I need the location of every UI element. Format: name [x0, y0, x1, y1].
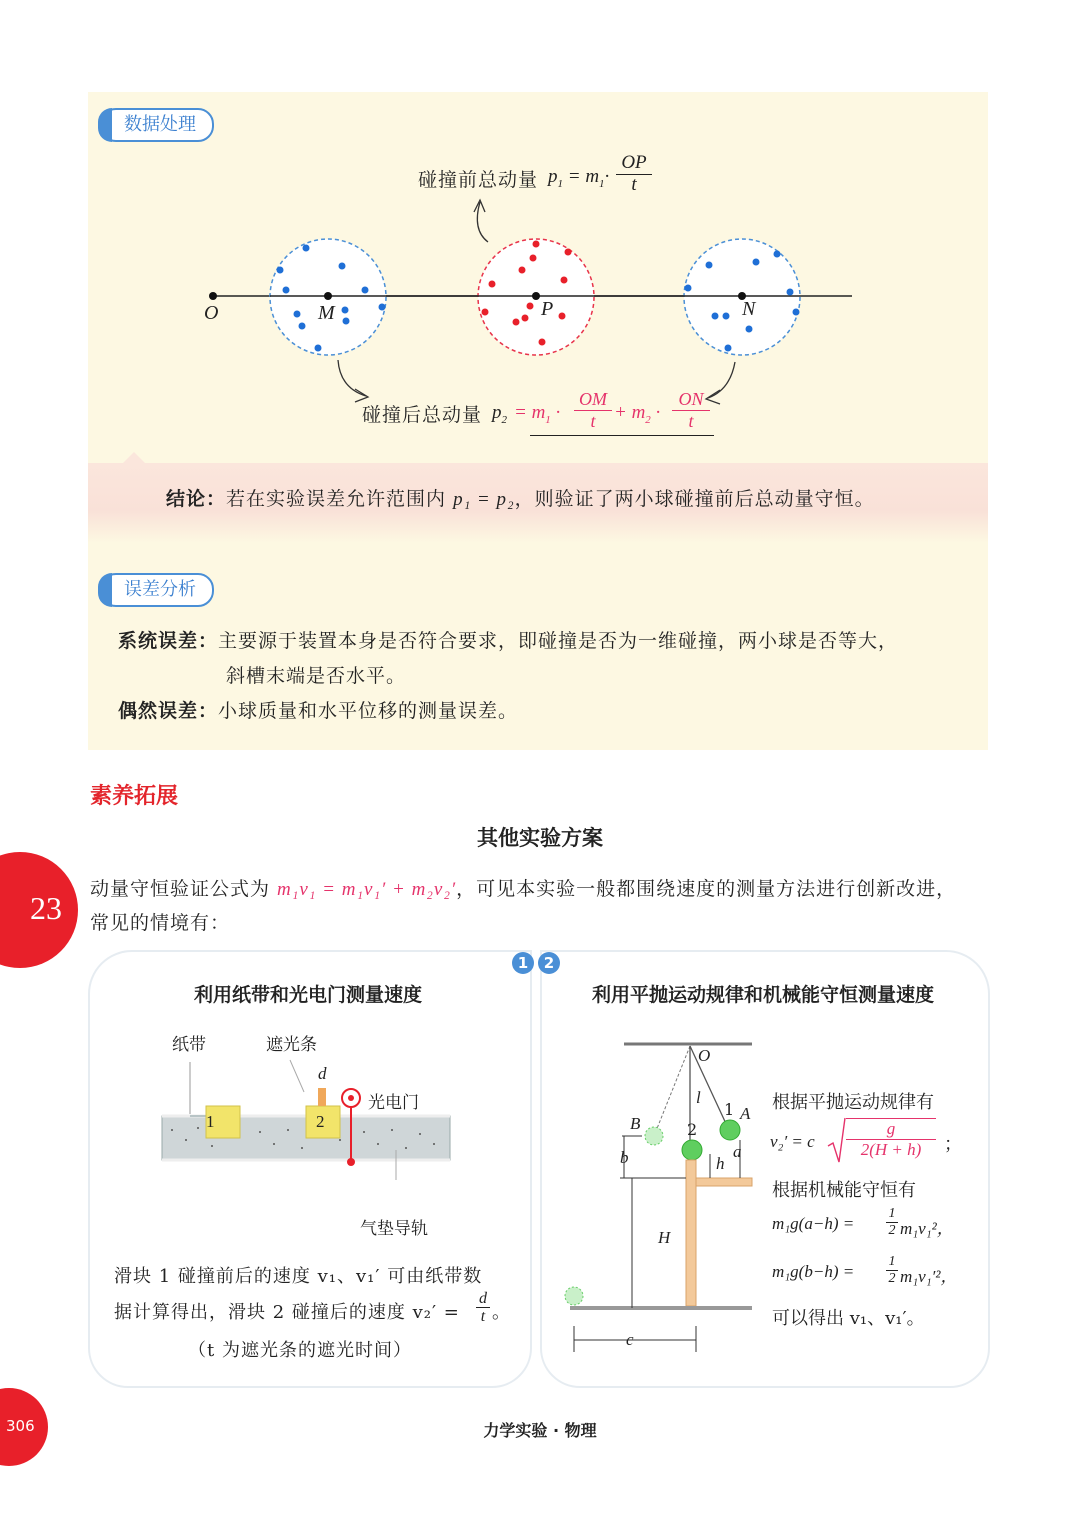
before-formula: $p_1 = m_1\cdot$ — [548, 166, 610, 190]
block-2-label: 2 — [316, 1112, 325, 1131]
tag-data-processing: 数据处理 — [100, 108, 214, 142]
before-fraction: OP t — [616, 152, 652, 195]
card2-line3: 根据机械能守恒有 — [772, 1180, 916, 1201]
label-H: H — [658, 1228, 671, 1247]
label-shade: 遮光条 — [266, 1035, 317, 1055]
label-b: b — [620, 1148, 629, 1167]
sqrt-sign — [826, 1116, 846, 1166]
after-formula-m2: + $m_2$ · — [614, 402, 661, 426]
intro-line-2: 常见的情境有： — [90, 912, 231, 934]
after-label: 碰撞后总动量 — [362, 404, 483, 426]
label-ball-1: 1 — [724, 1100, 735, 1119]
label-P: P — [541, 298, 554, 320]
system-error-line: 系统误差：主要源于装置本身是否符合要求，即碰撞是否为一维碰撞，两小球是否等大， — [118, 630, 899, 652]
arrow-after-right — [708, 362, 735, 398]
card1-frac: d t — [476, 1290, 490, 1325]
after-formula-left: $p_2$ — [492, 402, 507, 426]
arrow-after-left — [338, 360, 366, 396]
label-a: a — [733, 1142, 742, 1161]
card1-desc-2-end: 。 — [492, 1302, 511, 1323]
chapter-number: 23 — [30, 890, 62, 926]
heading-other-schemes: 其他实验方案 — [477, 826, 603, 850]
card2-line5-left: m₁g(b−h) = — [772, 1262, 855, 1281]
card2-line6: 可以得出 v₁、v₁′。 — [772, 1308, 925, 1329]
section-title: 素养拓展 — [90, 784, 179, 809]
card2-sqrt-fraction: g 2(H + h) — [846, 1118, 936, 1160]
card2-line2-left: v₂′ = c — [770, 1132, 815, 1151]
card2-line4-right: m₁v₁²， — [900, 1219, 954, 1238]
card1-desc-2: 据计算得出，滑块 2 碰撞后的速度 v₂′ = — [114, 1302, 460, 1323]
label-tape: 纸带 — [172, 1035, 206, 1055]
random-error-line: 偶然误差：小球质量和水平位移的测量误差。 — [118, 700, 519, 722]
air-track-diagram — [150, 1050, 470, 1180]
card1-desc-3: （t 为遮光条的遮光时间） — [188, 1340, 412, 1361]
after-underline — [530, 435, 714, 436]
label-h: h — [716, 1154, 725, 1173]
label-A: A — [740, 1104, 751, 1123]
label-gate: 光电门 — [368, 1093, 419, 1113]
label-l: l — [696, 1088, 701, 1107]
after-formula-m1: = $m_1$ · — [514, 402, 561, 426]
card2-line1: 根据平抛运动规律有 — [772, 1092, 934, 1113]
card1-desc-1: 滑块 1 碰撞前后的速度 v₁、v₁′ 可由纸带数 — [114, 1266, 483, 1287]
badge-1: 1 — [512, 952, 534, 974]
label-pivot-O: O — [698, 1046, 711, 1065]
label-track: 气垫导轨 — [360, 1219, 428, 1239]
label-ball-2: 2 — [687, 1120, 698, 1139]
system-error-line-2: 斜槽末端是否水平。 — [226, 665, 407, 687]
before-label: 碰撞前总动量 — [418, 169, 539, 191]
point-M — [324, 292, 332, 300]
label-N: N — [742, 298, 756, 320]
label-O: O — [204, 302, 219, 324]
tag-error-analysis: 误差分析 — [100, 573, 214, 607]
label-c: c — [626, 1330, 634, 1349]
conclusion-line: 结论：若在实验误差允许范围内 p₁ = p₂，则验证了两小球碰撞前后总动量守恒。 — [166, 488, 875, 510]
card2-half-1: 1 2 — [886, 1206, 898, 1239]
label-d: d — [318, 1064, 327, 1083]
card2-line4-left: m₁g(a−h) = — [772, 1214, 855, 1233]
point-P — [532, 292, 540, 300]
block-1-label: 1 — [206, 1112, 215, 1131]
page-number: 306 — [6, 1417, 35, 1435]
badge-2: 2 — [538, 952, 560, 974]
card2-line5-right: m₁v₁′²， — [900, 1267, 958, 1286]
pendulum-diagram — [560, 1030, 770, 1370]
card2-half-2: 1 2 — [886, 1254, 898, 1287]
intro-line-1: 动量守恒验证公式为 m₁v₁ = m₁v₁′ + m₂v₂′，可见本实验一般都围绕速度的测量方法进行创新改进， — [90, 878, 957, 900]
card2-title: 利用平抛运动规律和机械能守恒测量速度 — [591, 984, 934, 1006]
point-O — [209, 292, 217, 300]
card2-line2-end: ； — [944, 1134, 962, 1155]
band-notch — [122, 452, 146, 466]
card1-title: 利用纸带和光电门测量速度 — [193, 984, 422, 1006]
after-fraction-OM: OM t — [574, 388, 612, 431]
label-B: B — [630, 1114, 641, 1133]
after-fraction-ON: ON t — [672, 388, 710, 431]
label-M: M — [318, 302, 335, 324]
footer-title: 力学实验 · 物理 — [483, 1421, 597, 1440]
